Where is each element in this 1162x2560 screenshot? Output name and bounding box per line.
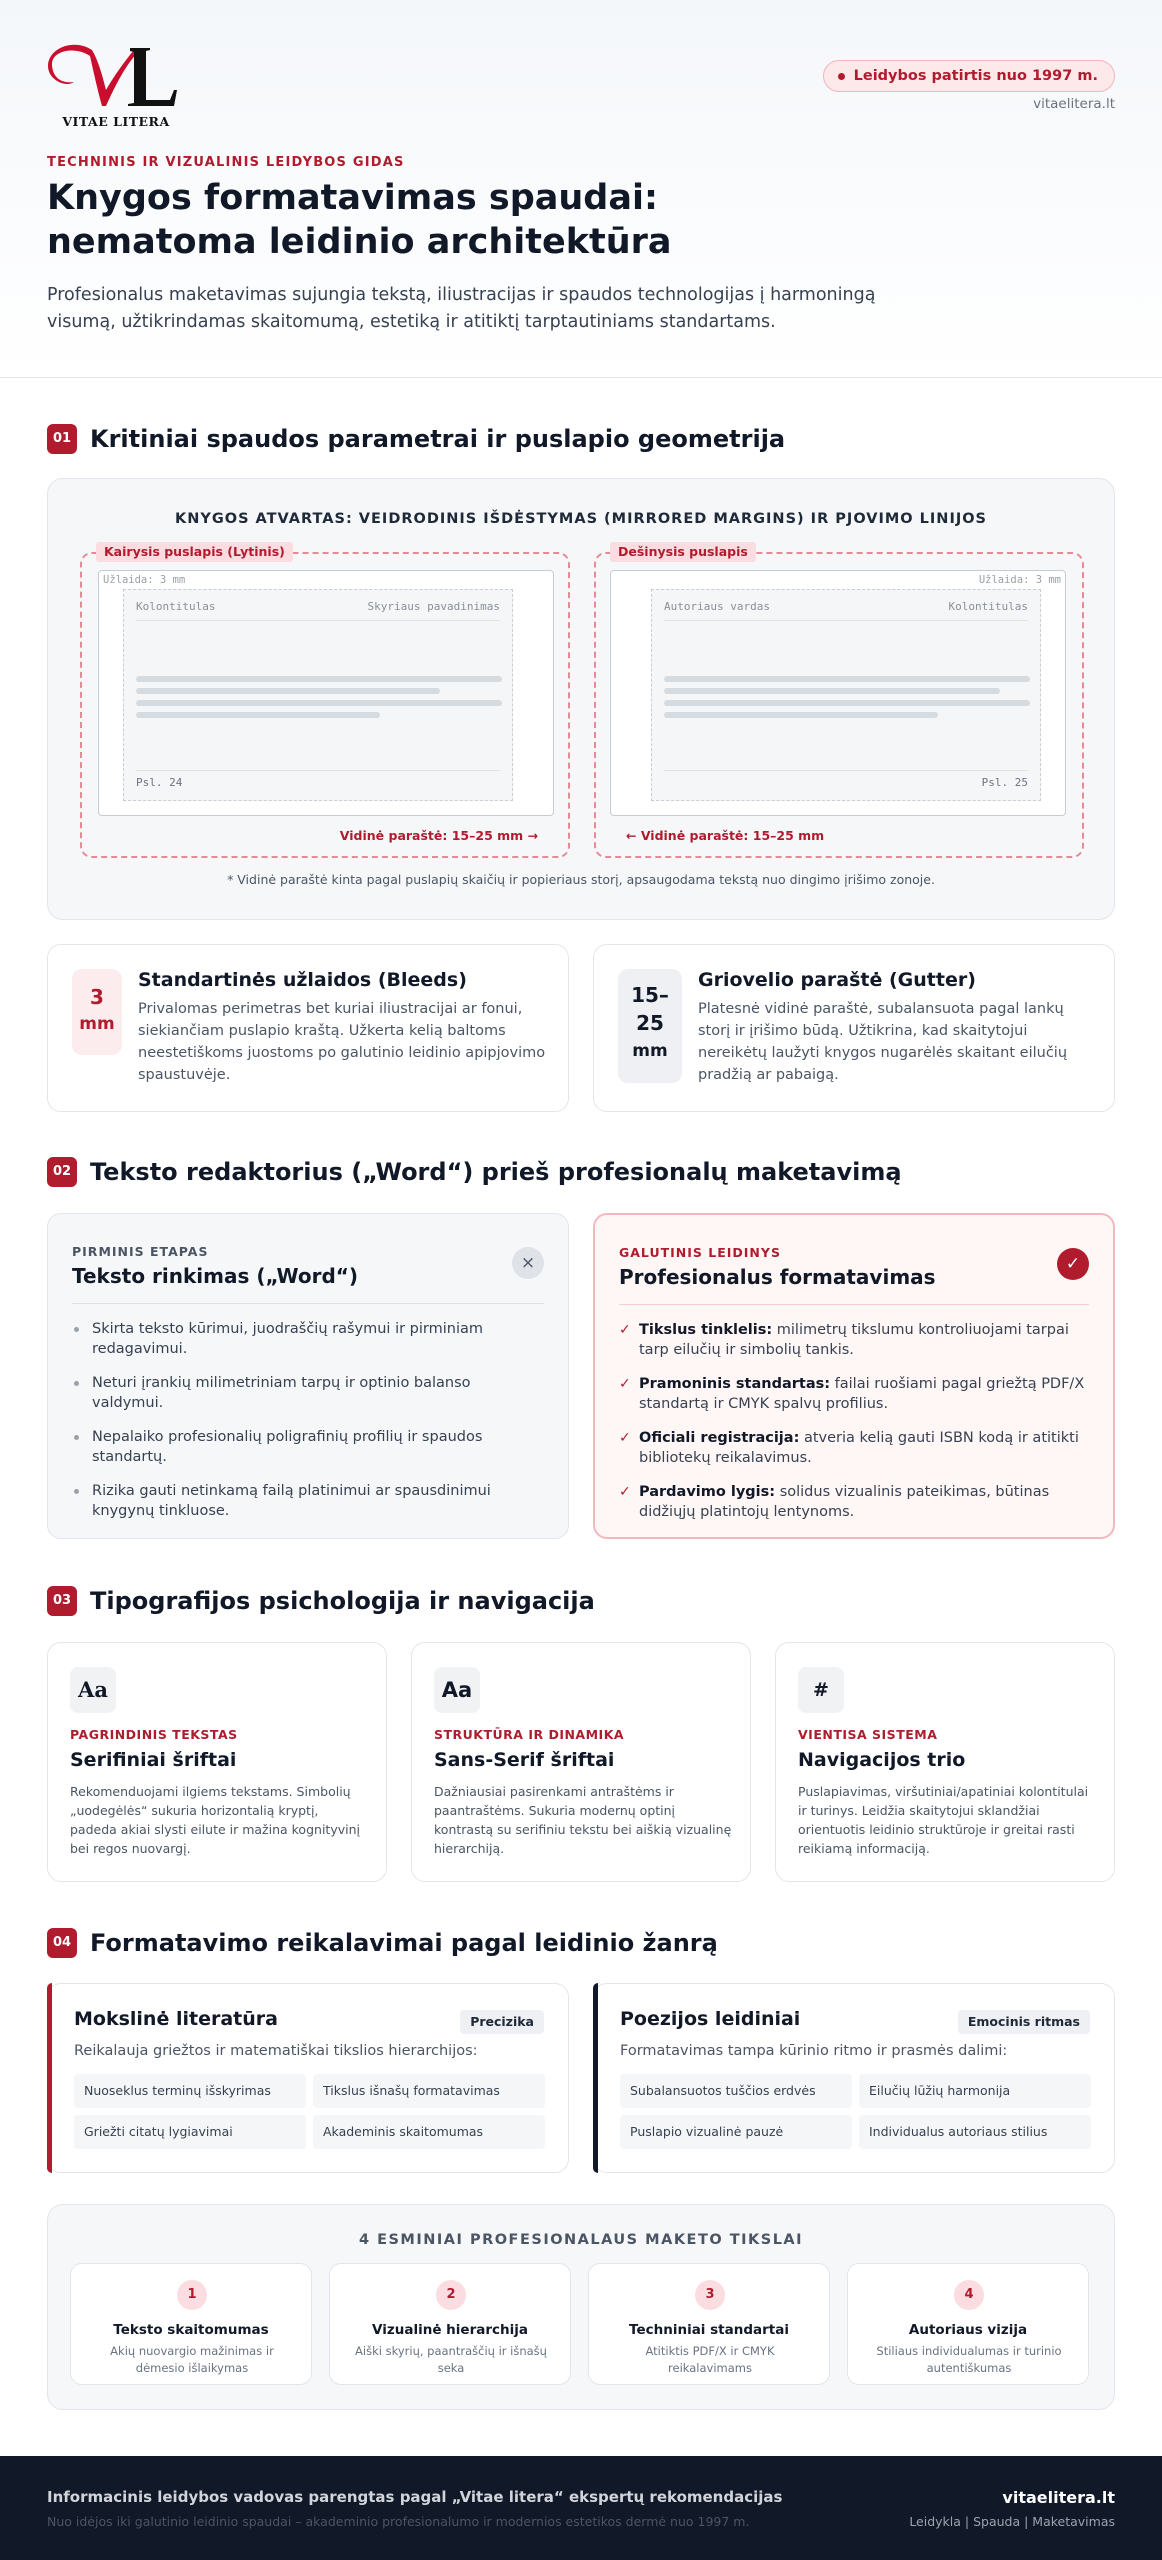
genre-tag: Precizika	[460, 2010, 544, 2034]
serif-glyph-icon: Aa	[70, 1667, 116, 1713]
professional-benefits-list	[619, 1320, 1089, 1536]
bleed-label: Užlaida: 3 mm	[978, 574, 1061, 586]
book-spread-diagram	[47, 478, 1115, 920]
card-title: Navigacijos trio	[798, 1749, 966, 1771]
info-title: Griovelio paraštė (Gutter)	[698, 969, 976, 991]
footer-tagline: Nuo idėjos iki galutinio leidinio spaudai – akademinio profesionalumo ir modernios estetikos dermė nuo 1997 m.	[47, 2514, 750, 2529]
goal-card	[329, 2263, 571, 2385]
text-line	[136, 688, 440, 694]
goal-title: Vizualinė hierarchija	[372, 2322, 528, 2338]
genre-card-scientific	[47, 1983, 569, 2173]
footer-credit: Informacinis leidybos vadovas parengtas pagal „Vitae litera“ ekspertų rekomendacijas	[47, 2488, 783, 2506]
goal-card	[588, 2263, 830, 2385]
card-text: Rekomenduojami ilgiems tekstams. Simbolių „uodegėlės“ sukuria horizontalią kryptį, padeda akiai slysti eilute ir mažina kognityvinį bei regos nuovargį.	[70, 1784, 360, 1856]
info-text: Platesnė vidinė paraštė, subalansuota pagal lankų storį ir įrišimo būdą. Užtikrina, kad skaitytojui nereikėtų laužyti knygos nugarėlės skaitant eilučių pradžią ar pabaigą.	[698, 1001, 1068, 1083]
footer-links[interactable]: Leidykla | Spauda | Maketavimas	[909, 2514, 1115, 2529]
logo-mark-icon	[46, 44, 186, 114]
text-line	[664, 676, 1030, 682]
left-text-area	[123, 589, 513, 801]
section-number: 01	[47, 424, 77, 454]
goal-text: Atitiktis PDF/X ir CMYK reikalavimams	[645, 2344, 775, 2375]
section-title: Formatavimo reikalavimai pagal leidinio žanrą	[90, 1929, 718, 1957]
info-text: Privalomas perimetras bet kuriai iliustracijai ar fonui, siekiančiam puslapio kraštą. Užkerta kelią baltoms neestetiškoms juostoms po galutinio leidinio apipjovimo spaustuvėje.	[138, 1001, 546, 1083]
requirement-chip: Griežti citatų lygiavimai	[74, 2115, 306, 2149]
folio: Psl. 24	[136, 776, 183, 789]
typo-card-serif	[47, 1642, 387, 1882]
info-card-bleeds	[47, 944, 569, 1112]
vitae-litera-logo[interactable]	[46, 44, 186, 128]
page-title-line-1: Knygos formatavimas spaudai:	[47, 178, 658, 218]
goal-text: Akių nuovargio mažinimas ir dėmesio išlaikymas	[110, 2344, 274, 2375]
section-title: Teksto redaktorius („Word“) prieš profesionalų maketavimą	[90, 1158, 902, 1186]
requirement-chip: Akademinis skaitomumas	[313, 2115, 545, 2149]
footer-site-link[interactable]: vitaelitera.lt	[1002, 2488, 1115, 2507]
sans-glyph-icon: Aa	[434, 1667, 480, 1713]
header-rule	[136, 620, 500, 621]
requirement-chip: Puslapio vizualinė pauzė	[620, 2115, 852, 2149]
text-line	[136, 700, 502, 706]
header	[0, 0, 1162, 378]
card-kicker: VIENTISA SISTEMA	[798, 1727, 938, 1742]
section-title: Kritiniai spaudos parametrai ir puslapio geometrija	[90, 425, 786, 453]
diagram-title: KNYGOS ATVARTAS: VEIDRODINIS IŠDĖSTYMAS (MIRRORED MARGINS) IR PJOVIMO LINIJOS	[174, 511, 988, 527]
requirement-chip: Eilučių lūžių harmonija	[859, 2074, 1091, 2108]
card-title: Teksto rinkimas („Word“)	[72, 1264, 359, 1288]
footer	[0, 2456, 1162, 2560]
panel-title: 4 ESMINIAI PROFESIONALAUS MAKETO TIKSLAI	[358, 2232, 804, 2248]
goal-number: 2	[436, 2280, 466, 2310]
info-title: Standartinės užlaidos (Bleeds)	[138, 969, 467, 991]
left-page-tag: Kairysis puslapis (Lytinis)	[96, 542, 293, 562]
list-item: Nepalaiko profesionalių poligrafinių profilių ir spaudos standartų.	[72, 1427, 542, 1467]
requirement-chip: Nuoseklus terminų išskyrimas	[74, 2074, 306, 2108]
requirement-chip: Subalansuotos tuščios erdvės	[620, 2074, 852, 2108]
card-text: Formatavimas tampa kūrinio ritmo ir prasmės dalimi:	[620, 2043, 1008, 2059]
card-title: Poezijos leidiniai	[620, 2008, 801, 2030]
genre-card-poetry	[593, 1983, 1115, 2173]
goal-text: Aiški skyrių, paantraščių ir išnašų seka	[355, 2344, 547, 2375]
experience-badge: Leidybos patirtis nuo 1997 m.	[823, 60, 1115, 92]
list-item: Neturi įrankių milimetriniam tarpų ir optinio balanso valdymui.	[72, 1373, 542, 1413]
compare-card-word	[47, 1213, 569, 1539]
item-text: solidus vizualinis pateikimas, būtinas didžiųjų platintojų lentynoms.	[639, 1484, 1050, 1520]
bleed-label: Užlaida: 3 mm	[103, 574, 186, 586]
site-link[interactable]: vitaelitera.lt	[1033, 96, 1115, 112]
list-item: Rizika gauti netinkamą failą platinimui ar spausdinimui knygynų tinkluose.	[72, 1481, 542, 1521]
goal-number: 4	[954, 2280, 984, 2310]
card-kicker: PIRMINIS ETAPAS	[72, 1244, 209, 1259]
goal-card	[70, 2263, 312, 2385]
section-number: 04	[47, 1928, 77, 1958]
card-title: Mokslinė literatūra	[74, 2008, 278, 2030]
footer-rule	[136, 770, 500, 771]
running-header-right: Kolontitulas	[948, 600, 1028, 613]
footer-rule	[664, 770, 1028, 771]
divider	[72, 1303, 544, 1304]
right-page-trim	[610, 570, 1066, 816]
page-title-line-2: nematoma leidinio architektūra	[47, 222, 672, 262]
goal-card	[847, 2263, 1089, 2385]
card-title: Sans-Serif šriftai	[434, 1749, 615, 1771]
precision-goals-panel	[47, 2204, 1115, 2410]
running-header-left: Kolontitulas	[136, 600, 216, 613]
text-line	[664, 712, 938, 718]
goal-text: Stiliaus individualumas ir turinio autentiškumas	[876, 2344, 1062, 2375]
metric-unit: mm	[79, 1014, 115, 1034]
metric-badge	[618, 969, 682, 1083]
metric-value: 25	[636, 1011, 664, 1035]
goal-number: 1	[177, 2280, 207, 2310]
section-number: 03	[47, 1586, 77, 1616]
right-page-bleed	[594, 544, 1084, 858]
item-label: Pramoninis standartas:	[639, 1376, 831, 1392]
card-kicker: GALUTINIS LEIDINYS	[619, 1245, 781, 1260]
check-icon: ✓	[1057, 1248, 1089, 1280]
section-title: Tipografijos psichologija ir navigacija	[90, 1587, 595, 1615]
gutter-note: Vidinė paraštė: 15–25 mm →	[339, 828, 538, 843]
item-label: Pardavimo lygis:	[639, 1484, 776, 1500]
item-text: failai ruošiami pagal griežtą PDF/X standartą ir CMYK spalvų profilius.	[639, 1376, 1085, 1412]
list-item	[619, 1428, 1089, 1468]
item-label: Tikslus tinklelis:	[639, 1322, 773, 1338]
list-item	[619, 1482, 1089, 1522]
compare-card-professional	[593, 1213, 1115, 1539]
right-page-tag: Dešinysis puslapis	[610, 542, 756, 562]
card-text: Reikalauja griežtos ir matematiškai tikslios hierarchijos:	[74, 2043, 478, 2059]
divider	[619, 1304, 1089, 1305]
item-label: Oficiali registracija:	[639, 1430, 800, 1446]
close-icon: ×	[512, 1247, 544, 1279]
text-line	[136, 676, 502, 682]
left-page-bleed	[80, 544, 570, 858]
gutter-note: ← Vidinė paraštė: 15–25 mm	[626, 828, 825, 843]
list-item	[619, 1320, 1089, 1360]
goal-title: Techniniai standartai	[629, 2322, 789, 2338]
logo-wordmark: VITAE LITERA	[62, 114, 170, 129]
info-card-gutter	[593, 944, 1115, 1112]
goal-title: Autoriaus vizija	[908, 2322, 1028, 2338]
list-item: Skirta teksto kūrimui, juodraščių rašymui ir pirminiam redagavimui.	[72, 1319, 542, 1359]
text-line	[664, 700, 1030, 706]
word-limitations-list	[72, 1319, 542, 1535]
header-rule	[664, 620, 1028, 621]
hash-icon: #	[798, 1667, 844, 1713]
card-kicker: STRUKTŪRA IR DINAMIKA	[434, 1727, 625, 1742]
card-title: Profesionalus formatavimas	[619, 1265, 936, 1289]
item-text: milimetrų tikslumu kontroliuojami tarpai tarp eilučių ir simbolių tankis.	[639, 1322, 1069, 1358]
text-line	[136, 712, 380, 718]
card-accent	[593, 1983, 598, 2173]
section-number: 02	[47, 1157, 77, 1187]
list-item	[619, 1374, 1089, 1414]
text-line	[664, 688, 1000, 694]
typo-card-navigation	[775, 1642, 1115, 1882]
page-title	[47, 176, 947, 264]
metric-badge	[72, 969, 122, 1055]
requirement-chip: Tikslus išnašų formatavimas	[313, 2074, 545, 2108]
requirement-chip: Individualus autoriaus stilius	[859, 2115, 1091, 2149]
card-text: Puslapiavimas, viršutiniai/apatiniai kolontitulai ir turinys. Leidžia skaitytojui sklandžiai orientuotis leidinio struktūroje ir greitai rasti reikiamą informaciją.	[798, 1784, 1089, 1856]
typo-card-sans	[411, 1642, 751, 1882]
card-title: Serifiniai šriftai	[70, 1749, 237, 1771]
metric-value: 3	[90, 985, 104, 1009]
item-text: atveria kelią gauti ISBN kodą ir atitikti bibliotekų reikalavimus.	[639, 1430, 1079, 1466]
running-header-right: Skyriaus pavadinimas	[367, 600, 500, 613]
goal-title: Teksto skaitomumas	[113, 2322, 269, 2338]
metric-unit: mm	[632, 1041, 668, 1061]
running-header-left: Autoriaus vardas	[664, 600, 770, 613]
metric-value: 15–	[631, 983, 669, 1007]
genre-tag: Emocinis ritmas	[958, 2010, 1090, 2034]
diagram-footnote: * Vidinė paraštė kinta pagal puslapių skaičių ir popieriaus storį, apsaugodama tekstą nuo dingimo įrišimo zonoje.	[227, 872, 935, 887]
page-kicker: TECHNINIS IR VIZUALINIS LEIDYBOS GIDAS	[47, 155, 405, 170]
left-page-trim	[98, 570, 554, 816]
folio: Psl. 25	[981, 776, 1028, 789]
card-text: Dažniausiai pasirenkami antraštėms ir paantraštėms. Sukuria modernų optinį kontrastą su serifiniu tekstu bei aiškią vizualinę hierarchiją.	[434, 1784, 732, 1856]
goal-number: 3	[695, 2280, 725, 2310]
card-kicker: PAGRINDINIS TEKSTAS	[70, 1727, 238, 1742]
card-accent	[47, 1983, 52, 2173]
right-text-area	[651, 589, 1041, 801]
page-lead: Profesionalus maketavimas sujungia tekstą, iliustracijas ir spaudos technologijas į harmoningą visumą, užtikrindamas skaitomumą, estetiką ir atitiktį tarptautiniams standartams.	[47, 285, 876, 332]
